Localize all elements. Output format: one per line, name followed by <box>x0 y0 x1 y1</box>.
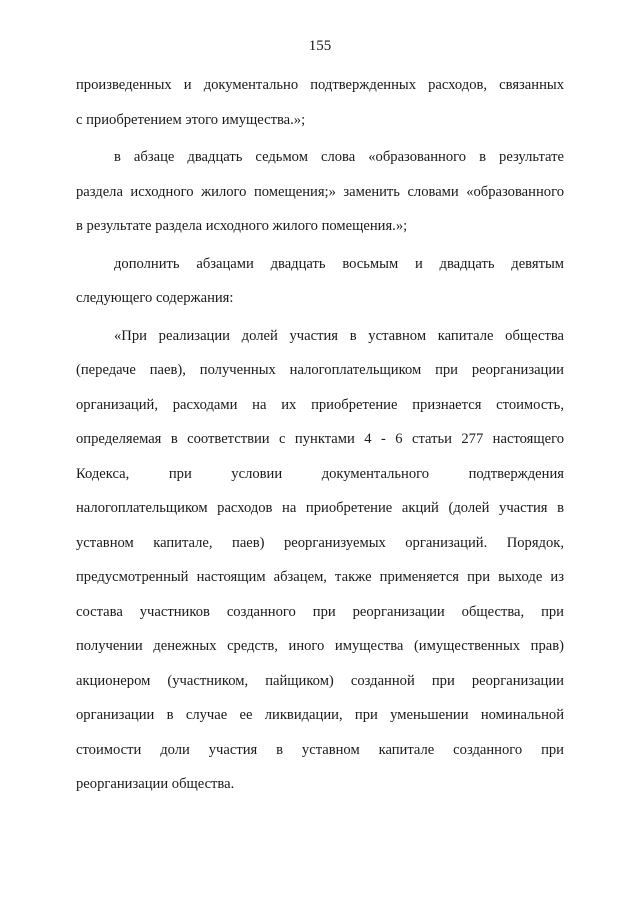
page-number: 155 <box>308 38 332 54</box>
text-line: дополнить абзацами двадцать восьмым и двадцать девятым <box>114 255 564 272</box>
paragraph <box>76 140 564 244</box>
text-line: произведенных и документально подтвержденных расходов, связанных <box>76 77 564 93</box>
text-line: предусмотренный настоящим абзацем, также применяется при выходе из <box>76 569 564 585</box>
text-line: (передаче паев), полученных налогоплательщиком при реорганизации <box>76 362 564 378</box>
text-line: в абзаце двадцать седьмом слова «образованного в результате <box>114 149 564 165</box>
text-line: с приобретением этого имущества.»; <box>76 111 306 128</box>
text-line: состава участников созданного при реорганизации общества, при <box>76 603 564 620</box>
text-line: определяемая в соответствии с пунктами 4 - 6 статьи 277 настоящего <box>76 431 564 447</box>
text-line: налогоплательщиком расходов на приобретение акций (долей участия в <box>76 500 564 516</box>
text-line: в результате раздела исходного жилого помещения.»; <box>76 218 408 234</box>
document-body <box>76 68 564 802</box>
paragraph <box>76 247 564 316</box>
text-line: раздела исходного жилого помещения;» заменить словами «образованного <box>76 183 564 200</box>
text-line: Кодекса, при условии документального подтверждения <box>76 465 564 482</box>
text-line: организации в случае ее ликвидации, при уменьшении номинальной <box>76 707 564 723</box>
text-line: следующего содержания: <box>76 290 234 306</box>
text-line: получении денежных средств, иного имущества (имущественных прав) <box>76 638 564 654</box>
text-line: реорганизации общества. <box>76 776 235 792</box>
paragraph <box>76 319 564 802</box>
paragraph <box>76 68 564 137</box>
text-line: организаций, расходами на их приобретение признается стоимость, <box>76 396 564 413</box>
text-line: акционером (участником, пайщиком) созданной при реорганизации <box>76 672 564 689</box>
text-line: уставном капитале, паев) реорганизуемых организаций. Порядок, <box>76 534 564 551</box>
text-line: «При реализации долей участия в уставном капитале общества <box>114 327 564 344</box>
text-line: стоимости доли участия в уставном капитале созданного при <box>76 741 564 758</box>
